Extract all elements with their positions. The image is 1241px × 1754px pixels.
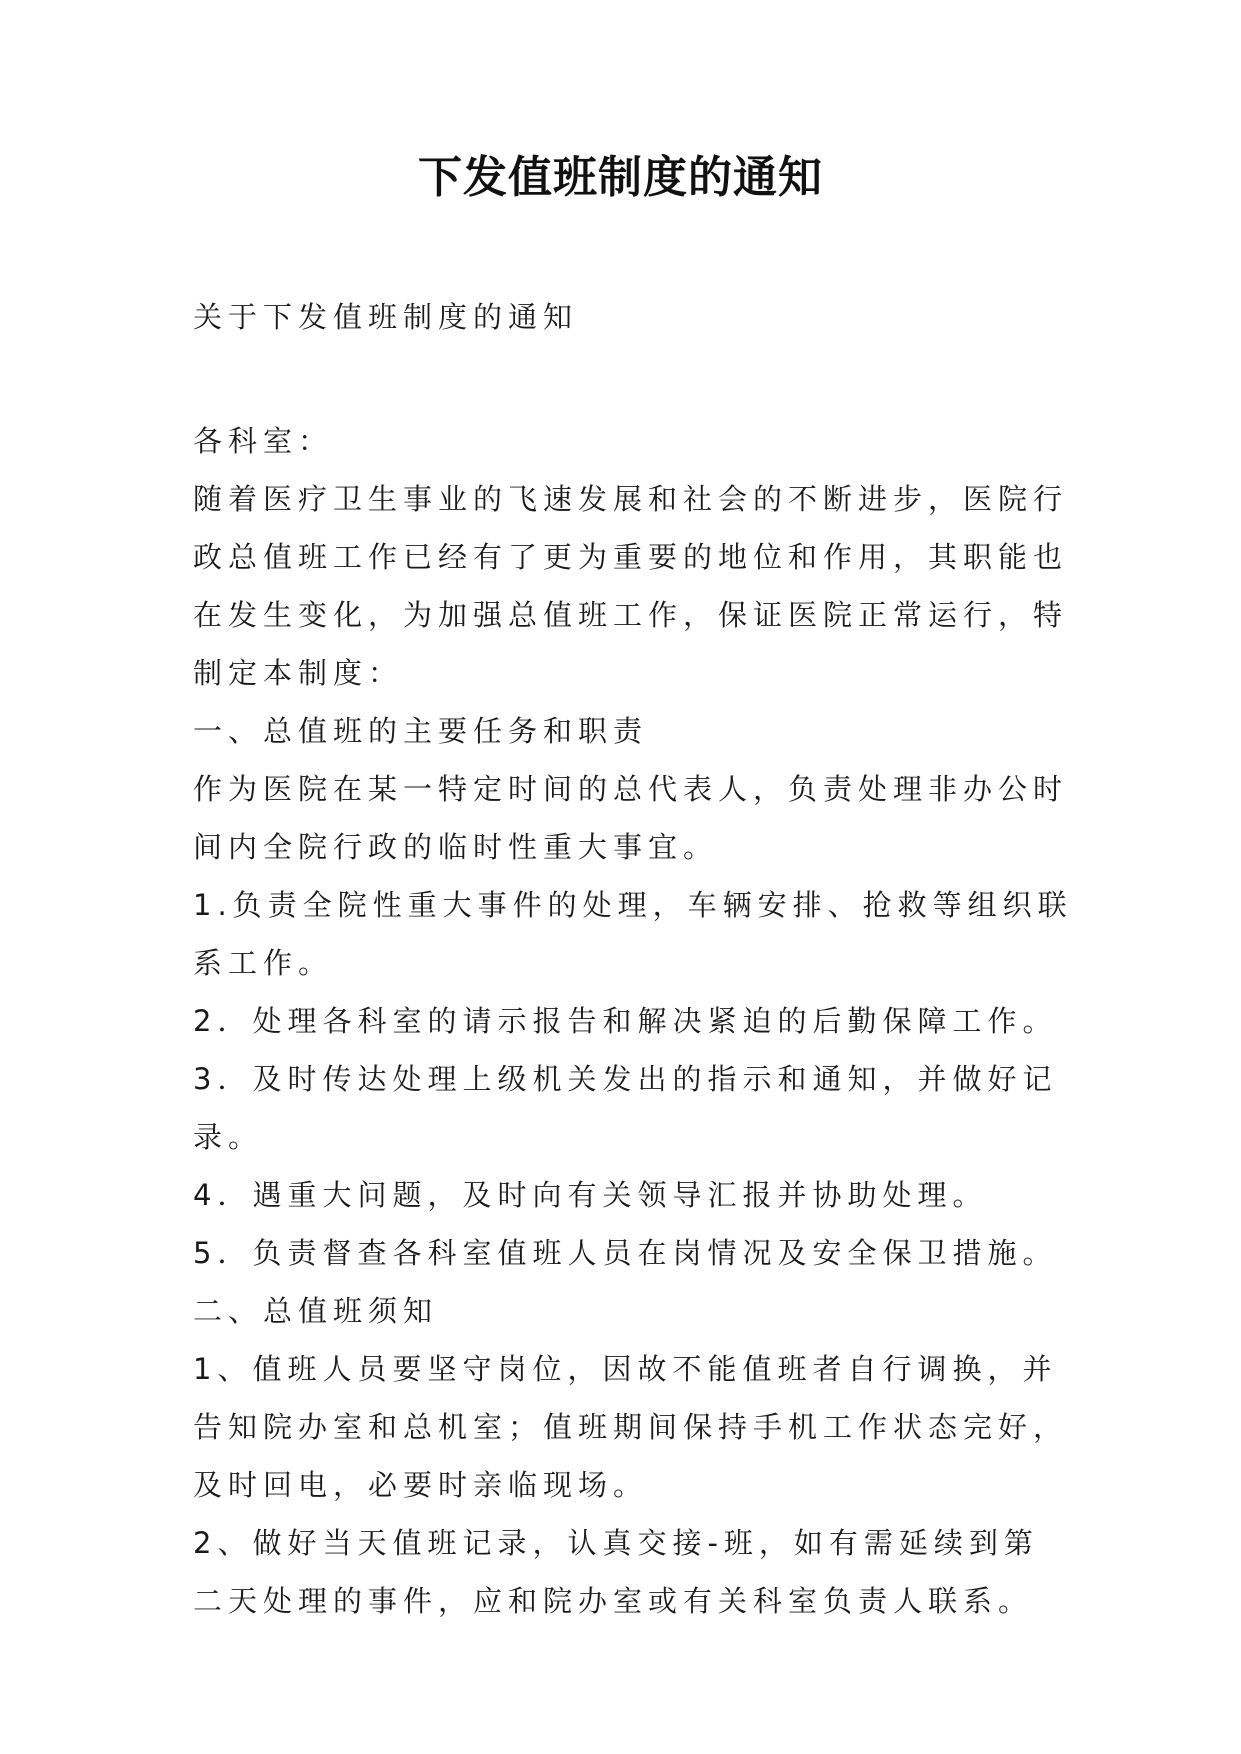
list-item-2-2: 2、做好当天值班记录，认真交接-班，如有需延续到第二天处理的事件，应和院办室或有关科室负责人联系。 [193,1526,1039,1618]
section-heading-1: 一、总值班的主要任务和职责 [193,714,649,748]
list-item-1-2: 2．处理各科室的请示报告和解决紧迫的后勤保障工作。 [193,1004,1058,1038]
section-heading-2: 二、总值班须知 [193,1294,439,1328]
list-item-1-4: 4．遇重大问题，及时向有关领导汇报并协助处理。 [193,1178,988,1212]
section-1-paragraph: 作为医院在某一特定时间的总代表人，负责处理非办公时间内全院行政的临时性重大事宜。 [193,772,1069,864]
intro-paragraph: 随着医疗卫生事业的飞速发展和社会的不断进步，医院行政总值班工作已经有了更为重要的地位和作用，其职能也在发生变化，为加强总值班工作，保证医院正常运行，特制定本制度： [193,482,1069,690]
document-subtitle: 关于下发值班制度的通知 [193,300,579,334]
list-item-1-5: 5．负责督查各科室值班人员在岗情况及安全保卫措施。 [193,1236,1058,1270]
document-title: 下发值班制度的通知 [418,152,823,203]
list-item-1-3: 3．及时传达处理上级机关发出的指示和通知，并做好记录。 [193,1062,1058,1154]
document-body [193,412,1073,1630]
list-item-1-1: 1.负责全院性重大事件的处理，车辆安排、抢救等组织联系工作。 [193,888,1073,980]
salutation: 各科室： [193,424,334,458]
list-item-2-1: 1、值班人员要坚守岗位，因故不能值班者自行调换，并告知院办室和总机室；值班期间保持手机工作状态完好，及时回电，必要时亲临现场。 [193,1352,1069,1502]
